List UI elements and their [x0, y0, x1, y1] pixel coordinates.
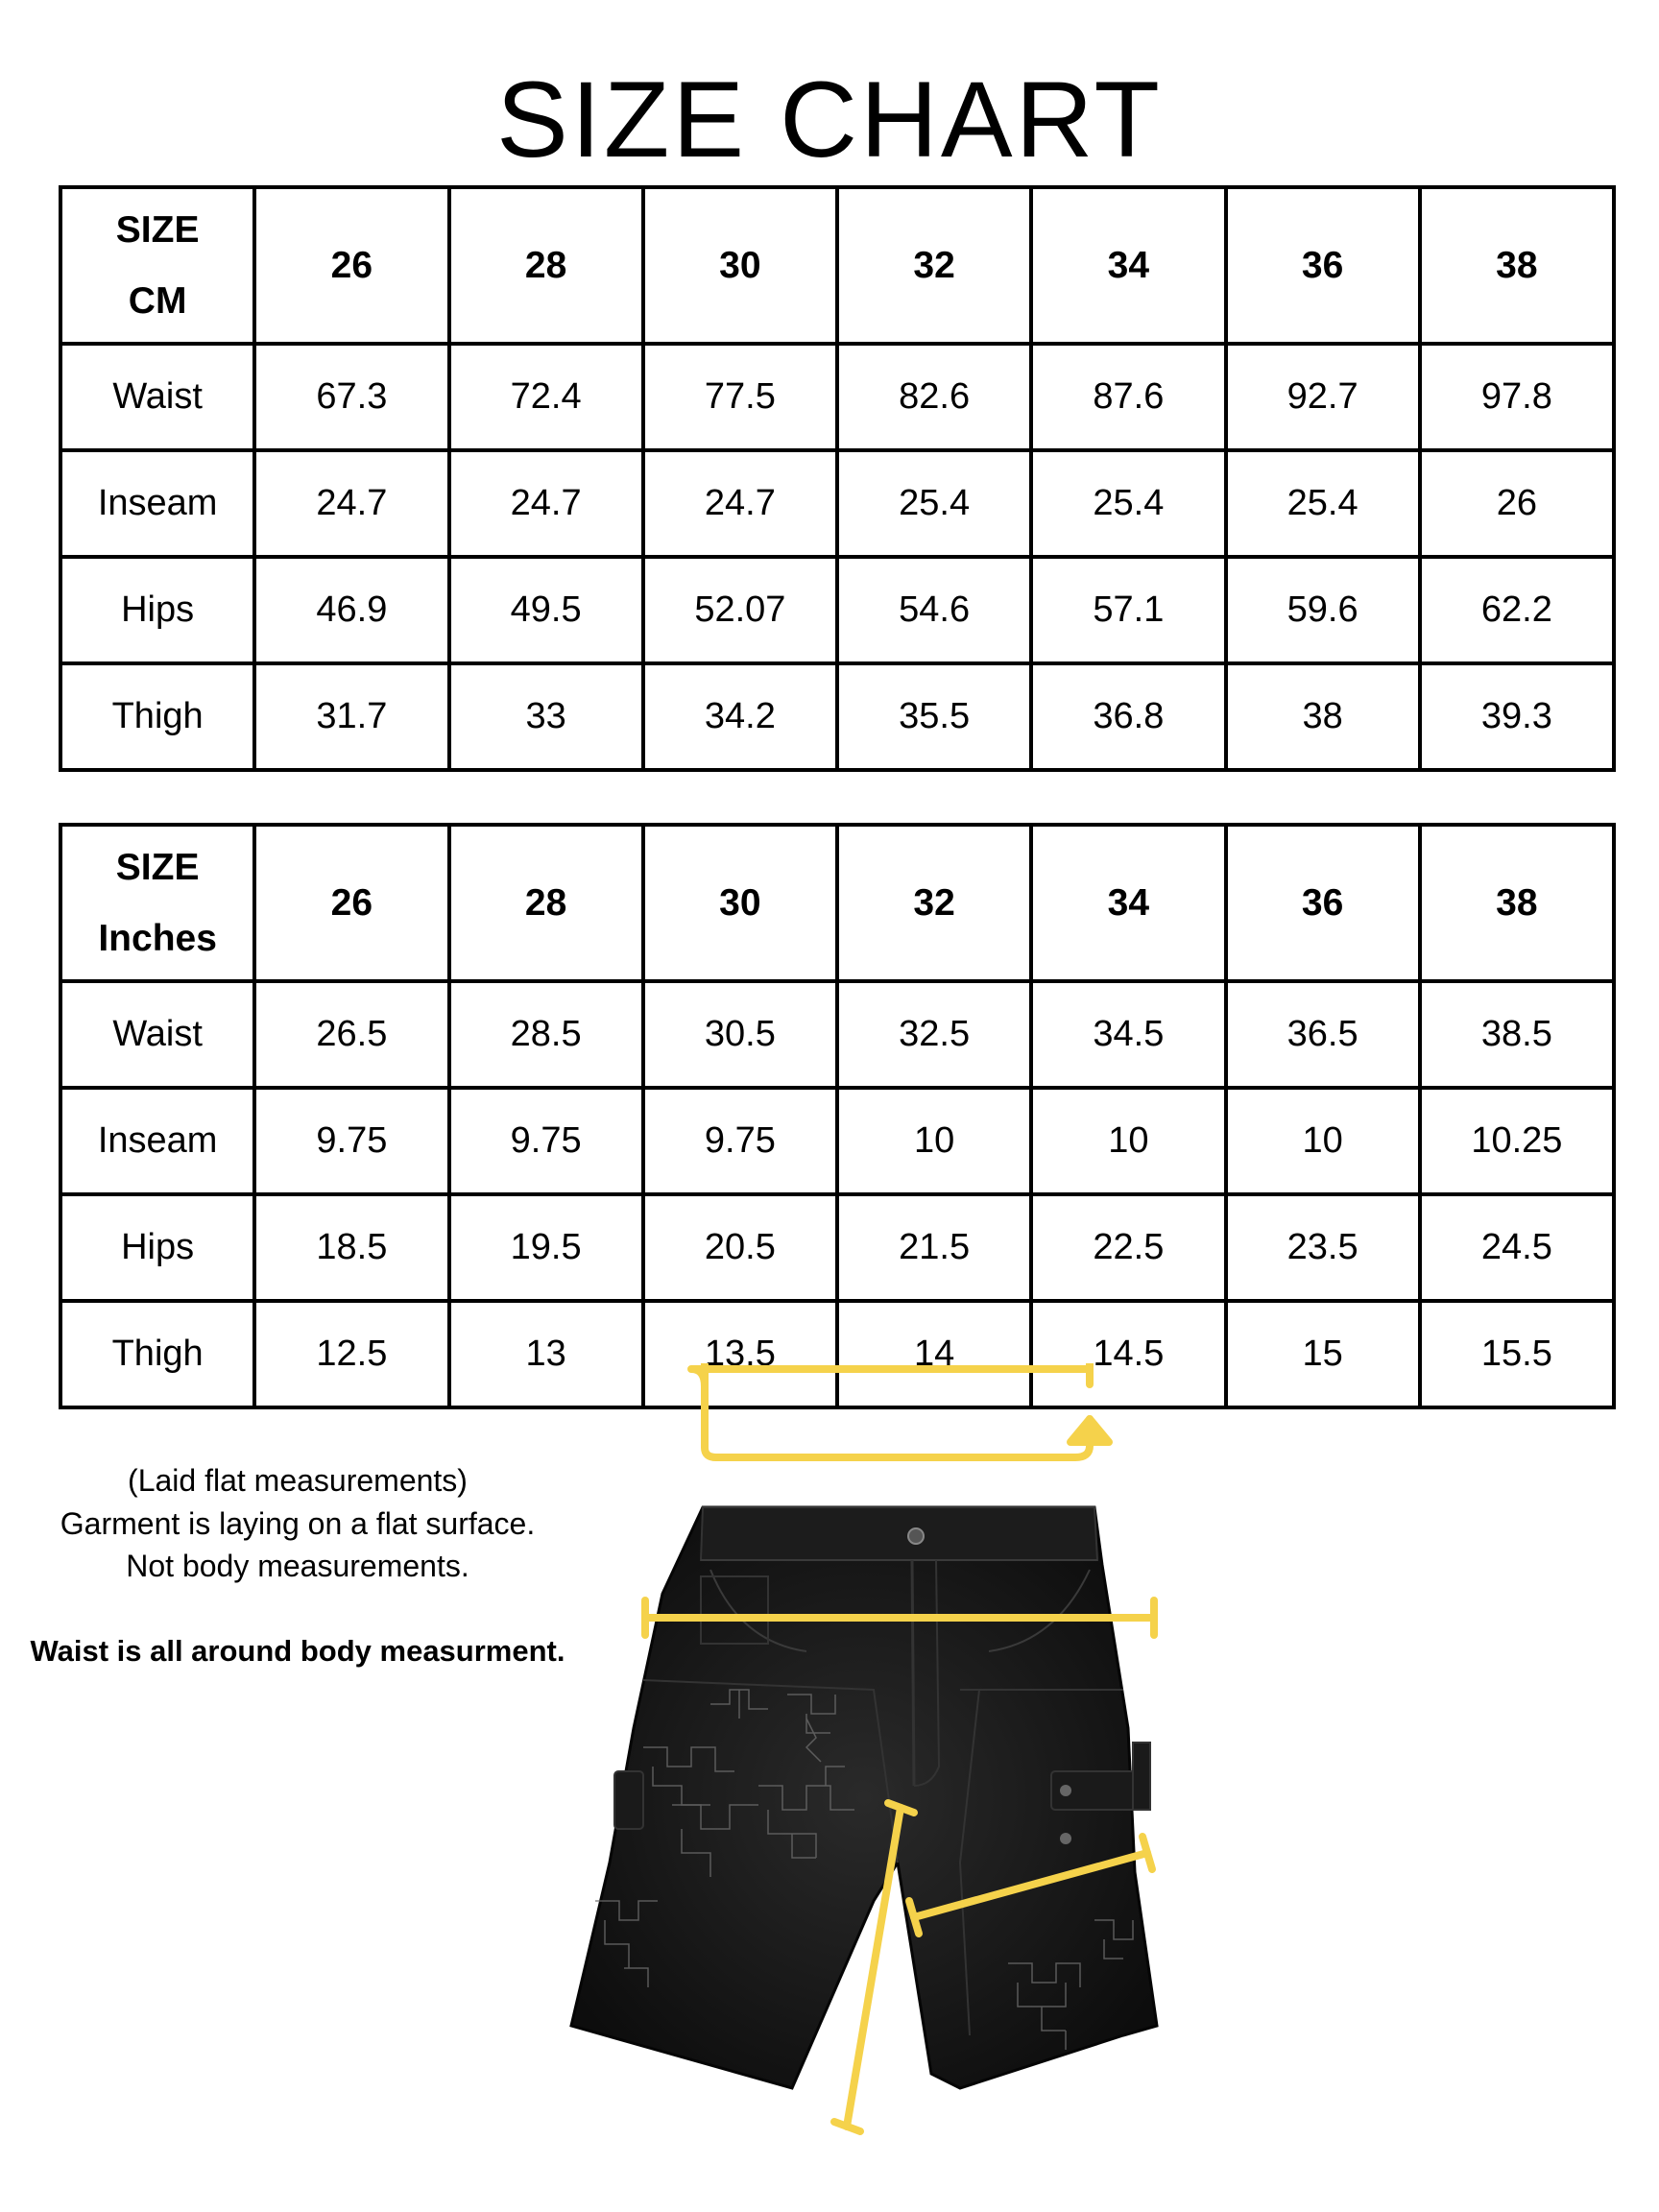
table-row-hips	[60, 557, 1614, 663]
table-cell: 36.8	[1031, 663, 1225, 770]
table-cell: 32.5	[837, 981, 1031, 1088]
size-header-cell: 34	[1031, 825, 1225, 981]
table-cell: 10	[837, 1088, 1031, 1194]
note-line: Garment is laying on a flat surface.	[60, 1505, 536, 1541]
table-cell: 19.5	[449, 1194, 643, 1301]
table-cell: 33	[449, 663, 643, 770]
table-cell: 15	[1226, 1301, 1420, 1407]
table-cell: 20.5	[643, 1194, 837, 1301]
table-cell: 23.5	[1226, 1194, 1420, 1301]
table-cell: 77.5	[643, 344, 837, 450]
row-label: Hips	[60, 1194, 254, 1301]
table-cell: 24.7	[449, 450, 643, 557]
table-cell: 82.6	[837, 344, 1031, 450]
table-cell: 24.5	[1420, 1194, 1614, 1301]
size-header-cell: 34	[1031, 187, 1225, 344]
table-cell: 97.8	[1420, 344, 1614, 450]
table-cell: 9.75	[254, 1088, 448, 1194]
table-row-inseam	[60, 1088, 1614, 1194]
table-cell: 24.7	[254, 450, 448, 557]
table-cell: 28.5	[449, 981, 643, 1088]
table-cell: 34.2	[643, 663, 837, 770]
size-header-cell: 32	[837, 825, 1031, 981]
size-header-cell: 26	[254, 825, 448, 981]
table-cell: 38.5	[1420, 981, 1614, 1088]
table-cell: 9.75	[449, 1088, 643, 1194]
table-cell: 14.5	[1031, 1301, 1225, 1407]
table-cell: 92.7	[1226, 344, 1420, 450]
table-cell: 87.6	[1031, 344, 1225, 450]
size-header-cell: 26	[254, 187, 448, 344]
table-cell: 72.4	[449, 344, 643, 450]
size-header-label: SIZE	[115, 846, 200, 888]
table-cell: 12.5	[254, 1301, 448, 1407]
table-cell: 18.5	[254, 1194, 448, 1301]
table-cell: 25.4	[837, 450, 1031, 557]
table-cell: 38	[1226, 663, 1420, 770]
size-header-cell: 38	[1420, 825, 1614, 981]
table-cell: 59.6	[1226, 557, 1420, 663]
table-cell: 15.5	[1420, 1301, 1614, 1407]
table-row-hips	[60, 1194, 1614, 1301]
table-row-thigh	[60, 663, 1614, 770]
table-cell: 49.5	[449, 557, 643, 663]
table-cell: 14	[837, 1301, 1031, 1407]
table-cell: 10	[1031, 1088, 1225, 1194]
table-cell: 30.5	[643, 981, 837, 1088]
table-cell: 24.7	[643, 450, 837, 557]
row-label: Inseam	[60, 1088, 254, 1194]
size-unit-header	[60, 187, 254, 344]
table-cell: 26.5	[254, 981, 448, 1088]
table-cell: 67.3	[254, 344, 448, 450]
table-cell: 25.4	[1031, 450, 1225, 557]
row-label: Waist	[60, 344, 254, 450]
table-cell: 25.4	[1226, 450, 1420, 557]
table-cell: 26	[1420, 450, 1614, 557]
table-row-waist	[60, 981, 1614, 1088]
row-label: Hips	[60, 557, 254, 663]
table-cell: 10.25	[1420, 1088, 1614, 1194]
table-cell: 10	[1226, 1088, 1420, 1194]
size-table-cm	[59, 185, 1616, 772]
table-cell: 34.5	[1031, 981, 1225, 1088]
table-cell: 39.3	[1420, 663, 1614, 770]
unit-header-label: Inches	[98, 917, 217, 959]
size-header-cell: 38	[1420, 187, 1614, 344]
note-line: Not body measurements.	[126, 1549, 469, 1583]
table-cell: 54.6	[837, 557, 1031, 663]
size-header-cell: 32	[837, 187, 1031, 344]
table-cell: 22.5	[1031, 1194, 1225, 1301]
row-label: Thigh	[60, 1301, 254, 1407]
table-row-waist	[60, 344, 1614, 450]
table-cell: 31.7	[254, 663, 448, 770]
table-cell: 21.5	[837, 1194, 1031, 1301]
table-cell: 62.2	[1420, 557, 1614, 663]
size-header-cell: 36	[1226, 187, 1420, 344]
row-label: Waist	[60, 981, 254, 1088]
waist-wraparound-arrow-icon	[691, 1363, 1109, 1457]
table-cell: 57.1	[1031, 557, 1225, 663]
note-line: (Laid flat measurements)	[128, 1463, 468, 1498]
table-cell: 13.5	[643, 1301, 837, 1407]
size-header-label: SIZE	[115, 208, 200, 251]
size-unit-header	[60, 825, 254, 981]
size-header-cell: 30	[643, 825, 837, 981]
table-header-row	[60, 825, 1614, 981]
table-header-row	[60, 187, 1614, 344]
size-header-cell: 28	[449, 825, 643, 981]
measurement-notes	[0, 1459, 595, 1672]
size-header-cell: 36	[1226, 825, 1420, 981]
size-header-cell: 28	[449, 187, 643, 344]
waist-note: Waist is all around body measurment.	[30, 1633, 565, 1668]
table-cell: 36.5	[1226, 981, 1420, 1088]
row-label: Inseam	[60, 450, 254, 557]
table-cell: 13	[449, 1301, 643, 1407]
table-cell: 35.5	[837, 663, 1031, 770]
table-cell: 9.75	[643, 1088, 837, 1194]
shorts-illustration	[557, 1363, 1286, 2151]
row-label: Thigh	[60, 663, 254, 770]
size-table-inches	[59, 823, 1616, 1409]
unit-header-label: CM	[128, 279, 187, 322]
table-cell: 52.07	[643, 557, 837, 663]
size-header-cell: 30	[643, 187, 837, 344]
table-cell: 46.9	[254, 557, 448, 663]
page-title: SIZE CHART	[496, 60, 1163, 180]
table-row-inseam	[60, 450, 1614, 557]
